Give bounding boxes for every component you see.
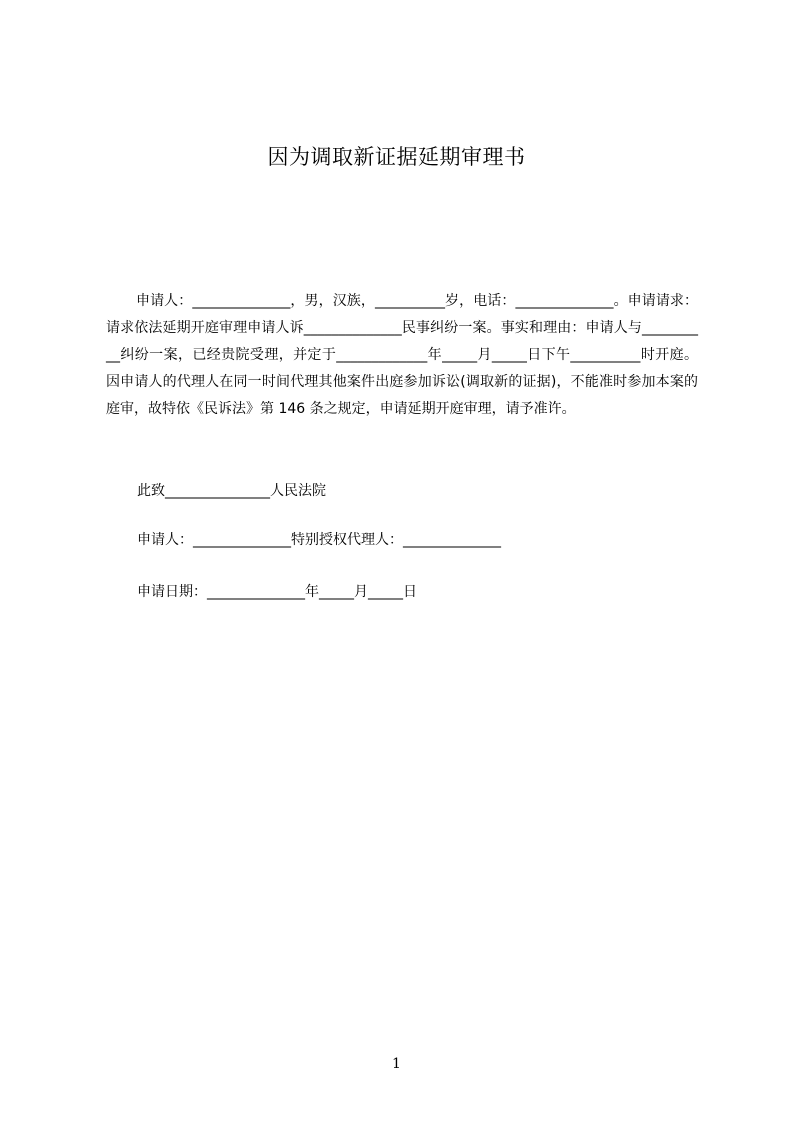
page-number: 1 [392,1056,401,1072]
document-title: 因为调取新证据延期审理书 [267,145,526,169]
signature-line: 申请人：______________特别授权代理人：______________ [137,532,501,548]
salutation-line: 此致_______________人民法院 [137,483,326,499]
application-body-paragraph: 申请人：______________，男，汉族，__________岁，电话：______________。申请请求：请求依法延期开庭审理申请人诉______________民事纠纷一案。事实和理由：申请人与__________纠纷一案，已经贵院受理，并定于_____________年_____月_____日下午__________时开庭。因申请人的代理人在同一时间代理其他案件出庭参加诉讼(调取新的证据)，不能准时参加本案的庭审，故特依《民诉法》第 146 条之规定，申请延期开庭审理，请予准许。 [106,293,698,417]
application-date-line: 申请日期：______________年_____月_____日 [137,584,417,600]
document-body [106,288,698,423]
